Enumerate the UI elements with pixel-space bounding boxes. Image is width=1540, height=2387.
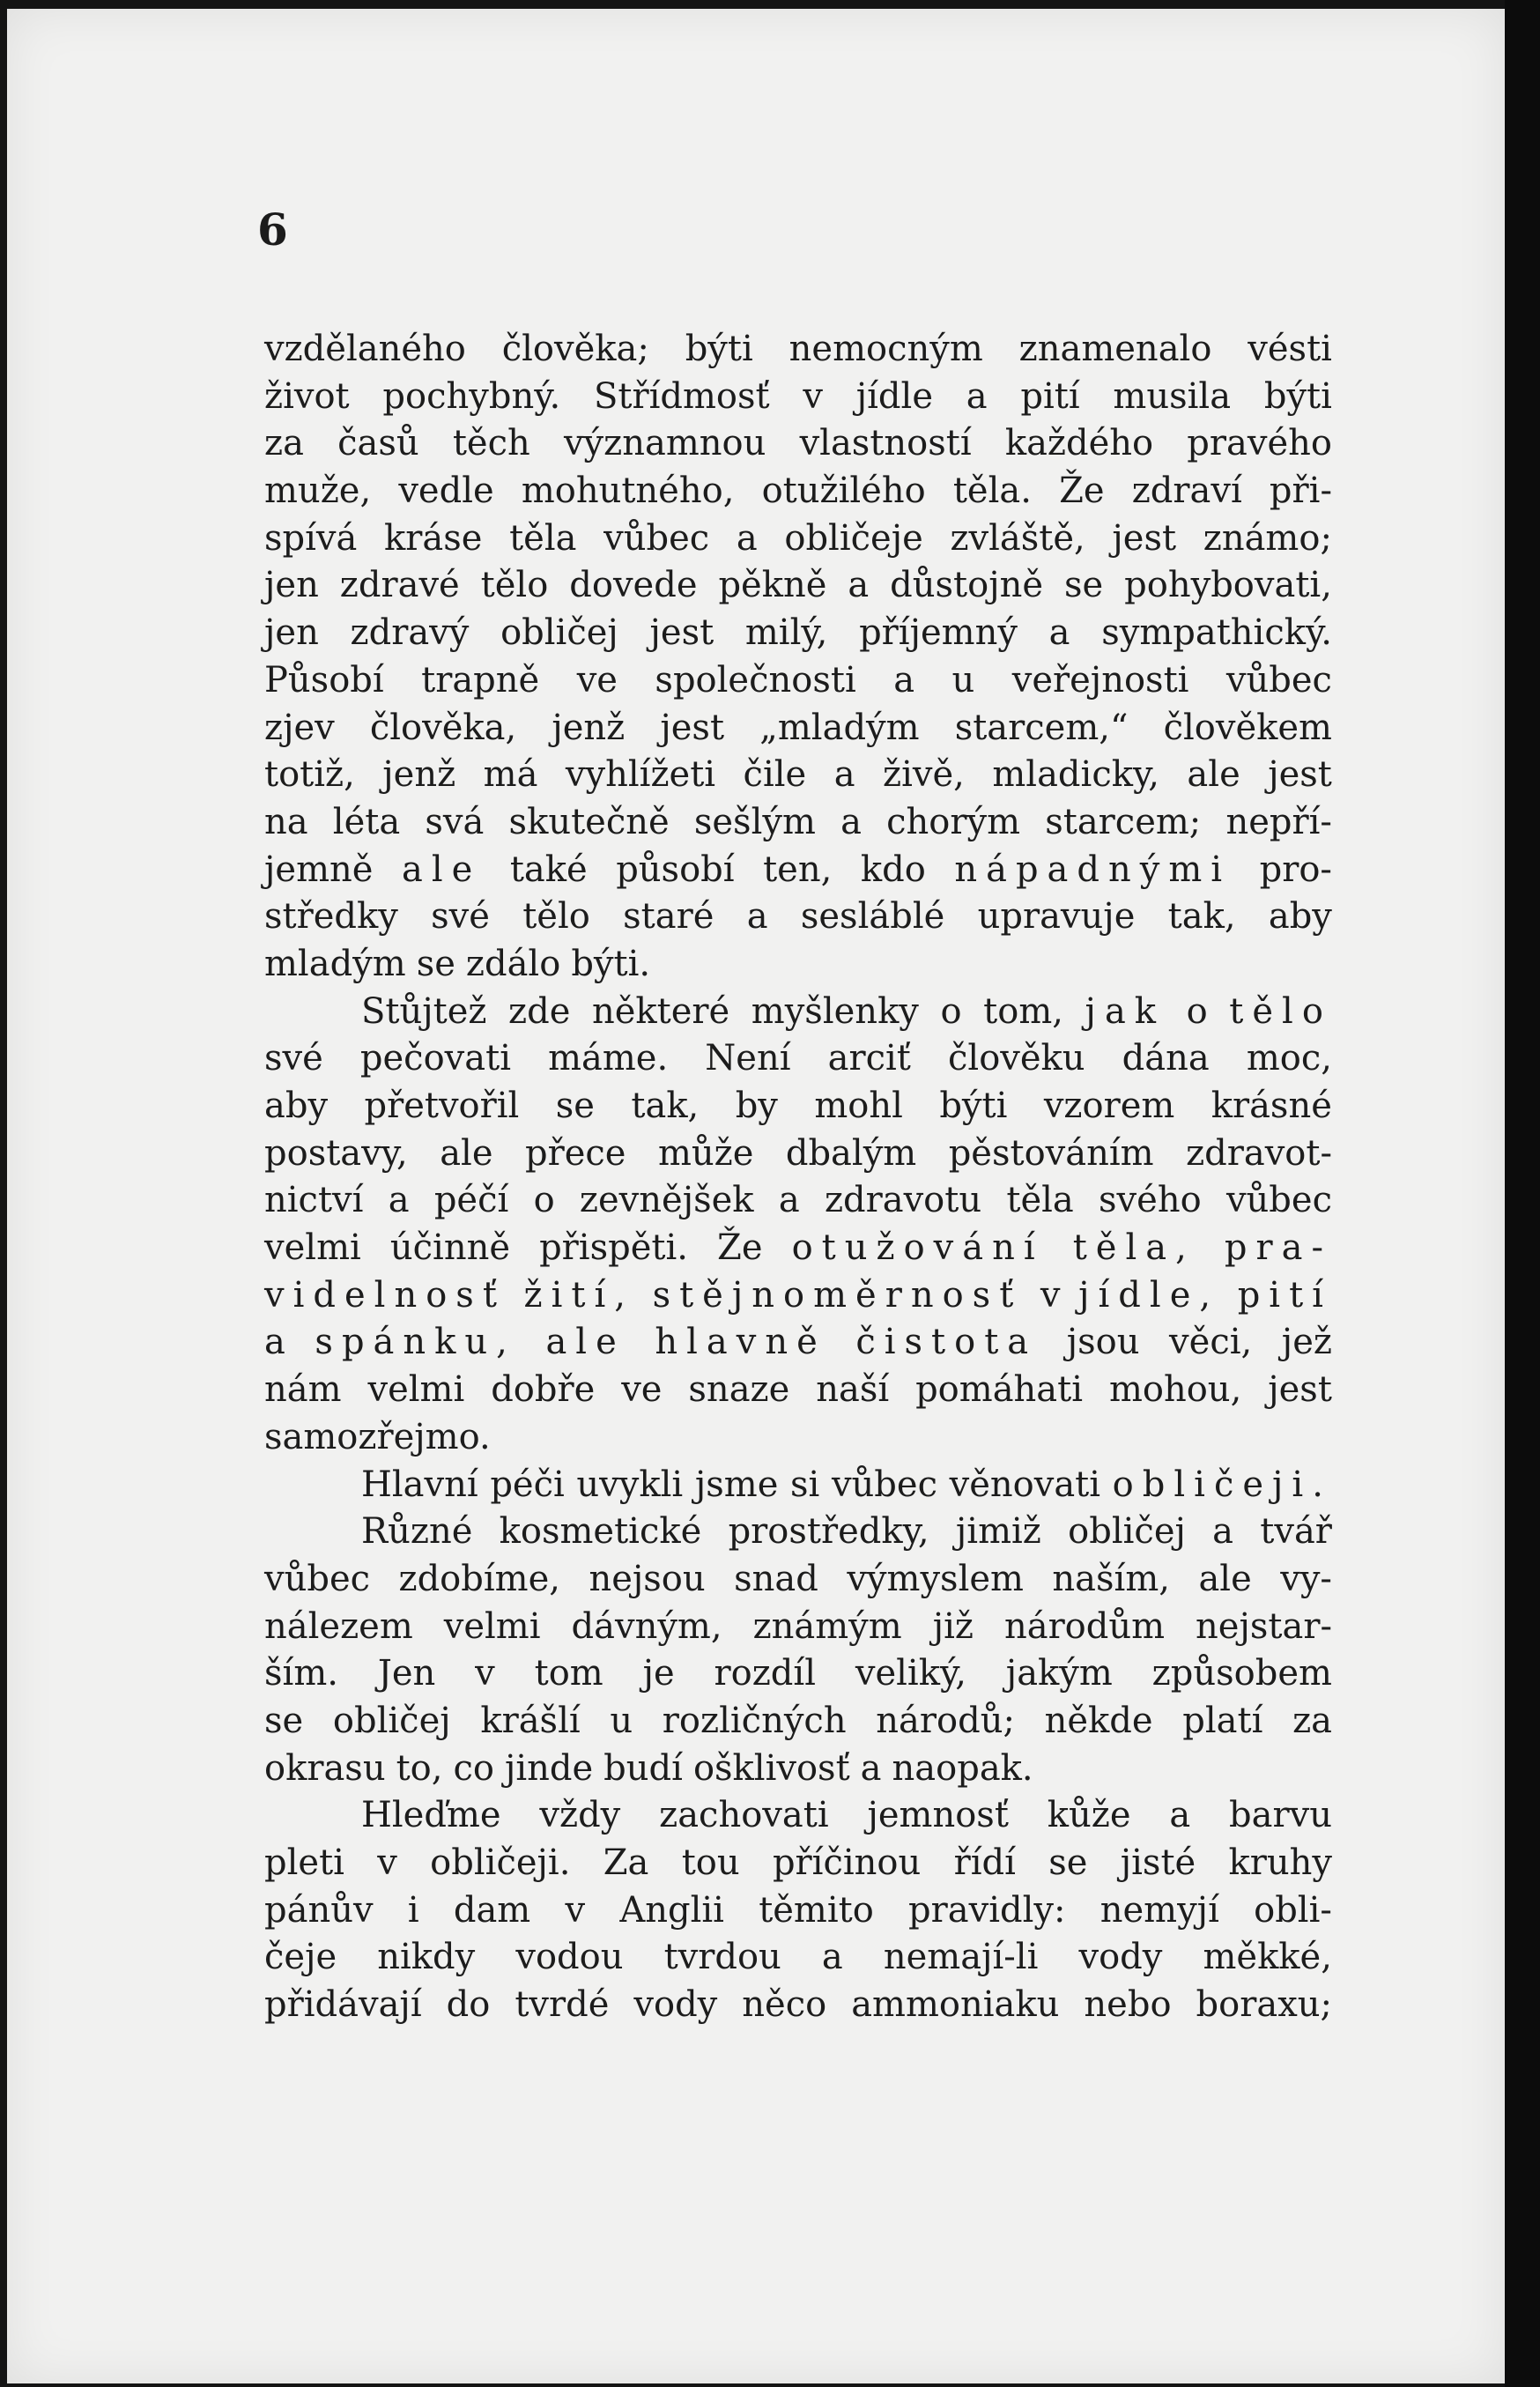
text-line: aby přetvořil se tak, by mohl býti vzorem krásné xyxy=(264,1086,1332,1126)
text-line: totiž, jenž má vyhlížeti čile a živě, mladicky, ale jest xyxy=(264,754,1332,796)
text-line: jemně ale také působí ten, kdo nápadnými pro- xyxy=(264,849,1332,890)
text-line: se obličej krášlí u rozličných národů; někde platí za xyxy=(264,1700,1332,1741)
text-line: postavy, ale přece může dbalým pěstováním zdravot- xyxy=(264,1132,1332,1174)
text-line: středky své tělo staré a sesláblé upravuje tak, aby xyxy=(264,896,1332,938)
text-line: Různé kosmetické prostředky, jimiž obličej a tvář xyxy=(361,1511,1332,1553)
text-line: na léta svá skutečně sešlým a chorým starcem; nepří- xyxy=(264,801,1332,842)
text-line: jen zdravý obličej jest milý, příjemný a sympathický. xyxy=(264,612,1332,654)
text-line: Stůjtež zde některé myšlenky o tom, jak o tělo xyxy=(361,990,1332,1032)
text-line: život pochybný. Střídmosť v jídle a pití musila býti xyxy=(264,375,1332,417)
text-line: vzdělaného člověka; býti nemocným znamenalo vésti xyxy=(264,329,1332,369)
text-line: své pečovati máme. Není arciť člověku dána moc, xyxy=(264,1038,1332,1079)
text-line: vůbec zdobíme, nejsou snad výmyslem naším, ale vy- xyxy=(264,1558,1332,1599)
text-line: ším. Jen v tom je rozdíl veliký, jakým způsobem xyxy=(264,1653,1332,1694)
text-line: muže, vedle mohutného, otužilého těla. Že zdraví při- xyxy=(264,471,1332,512)
text-line: videlnosť žití, stějnoměrnosť v jídle, pití xyxy=(264,1274,1332,1316)
text-line: nictví a péčí o zevnějšek a zdravotu těla svého vůbec xyxy=(264,1180,1332,1221)
scan-border xyxy=(1505,0,1540,2387)
text-line: Působí trapně ve společnosti a u veřejnosti vůbec xyxy=(264,659,1332,701)
text-line: samozřejmo. xyxy=(264,1416,491,1457)
text-line: pleti v obličeji. Za tou příčinou řídí se jisté kruhy xyxy=(264,1842,1332,1883)
text-line: okrasu to, co jinde budí ošklivosť a naopak. xyxy=(264,1747,1033,1789)
text-line: čeje nikdy vodou tvrdou a nemají-li vody měkké, xyxy=(264,1937,1332,1978)
text-line: jen zdravé tělo dovede pěkně a důstojně se pohybovati, xyxy=(264,565,1332,606)
text-line: za časů těch významnou vlastností každého pravého xyxy=(264,423,1332,464)
text-line: Hleďme vždy zachovati jemnosť kůže a barvu xyxy=(361,1795,1332,1836)
text-line: mladým se zdálo býti. xyxy=(264,943,651,984)
text-line: velmi účinně přispěti. Že otužování těla, pra- xyxy=(264,1227,1332,1269)
text-line: Hlavní péči uvykli jsme si vůbec věnovati obličeji. xyxy=(361,1464,1332,1505)
text-line: nálezem velmi dávným, známým již národům nejstar- xyxy=(264,1605,1332,1647)
text-line: spívá kráse těla vůbec a obličeje zvláště, jest známo; xyxy=(264,517,1332,559)
text-line: nám velmi dobře ve snaze naší pomáhati mohou, jest xyxy=(264,1369,1332,1411)
text-line: a spánku, ale hlavně čistota jsou věci, jež xyxy=(264,1322,1332,1363)
text-line: přidávají do tvrdé vody něco ammoniaku nebo boraxu; xyxy=(264,1984,1332,2026)
body-text xyxy=(264,326,1332,2029)
text-line: pánův i dam v Anglii těmito pravidly: nemyjí obli- xyxy=(264,1889,1332,1931)
text-line: zjev člověka, jenž jest „mladým starcem,“ člověkem xyxy=(264,707,1332,748)
page-number: 6 xyxy=(257,204,288,256)
